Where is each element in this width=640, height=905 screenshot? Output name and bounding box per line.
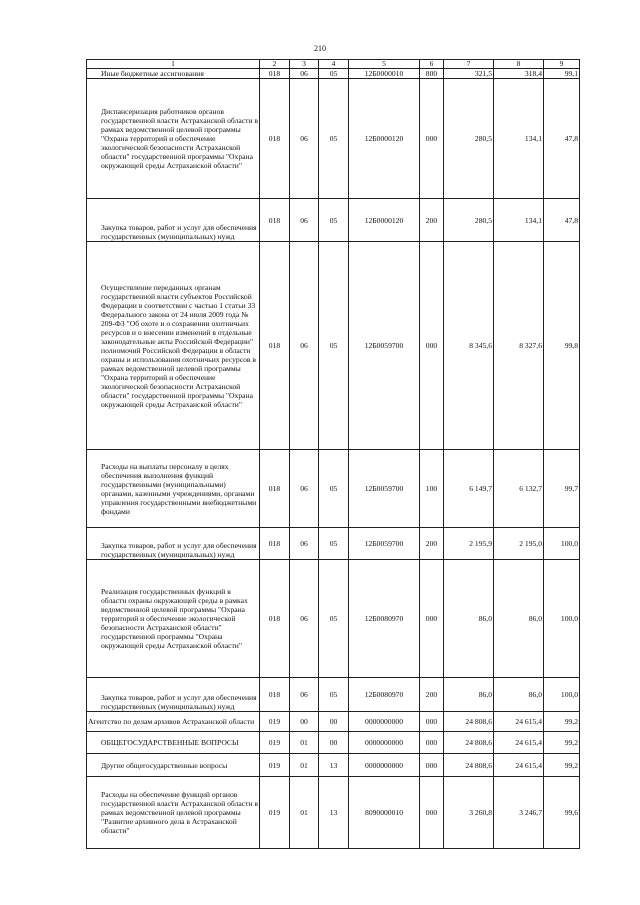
table-row: [87, 199, 580, 242]
row-name: Диспансеризация работников органов государственной власти Астраханской области в рамках ведомственной целевой программы "Охрана территорий и обеспечение экологической безопасности Астраханской области" государственной программы "Охрана окружающей среды Астраханской области": [87, 79, 260, 199]
execution-percent: 99,8: [544, 242, 580, 450]
subsection-code: 05: [319, 69, 349, 79]
column-number: 2: [260, 60, 290, 69]
subsection-code: 05: [319, 199, 349, 242]
table-row: [87, 754, 580, 777]
target-code: 12Б0080970: [349, 560, 420, 678]
admin-code: 019: [260, 754, 290, 777]
row-name: Закупка товаров, работ и услуг для обеспечения государственных (муниципальных) нужд: [87, 199, 260, 242]
section-code: 06: [290, 79, 319, 199]
actual-amount: 6 132,7: [494, 450, 544, 528]
table-row: [87, 242, 580, 450]
row-name: Расходы на выплаты персоналу в целях обеспечения выполнения функций государственными (муниципальными) органами, казенными учреждениями, органами управления государственными внебюджетными фондами: [87, 450, 260, 528]
plan-amount: 86,0: [444, 560, 494, 678]
column-number: 8: [494, 60, 544, 69]
actual-amount: 3 246,7: [494, 777, 544, 849]
section-code: 06: [290, 450, 319, 528]
table-row: [87, 777, 580, 849]
row-name: Закупка товаров, работ и услуг для обеспечения государственных (муниципальных) нужд: [87, 678, 260, 712]
expense-type-code: 800: [420, 69, 444, 79]
plan-amount: 24 808,6: [444, 712, 494, 732]
table-row: [87, 79, 580, 199]
admin-code: 018: [260, 528, 290, 560]
execution-percent: 100,0: [544, 528, 580, 560]
table-row: [87, 450, 580, 528]
target-code: 12Б0059700: [349, 242, 420, 450]
target-code: 12Б0000010: [349, 69, 420, 79]
plan-amount: 8 345,6: [444, 242, 494, 450]
target-code: 12Б0000120: [349, 79, 420, 199]
expense-type-code: 000: [420, 754, 444, 777]
subsection-code: 05: [319, 678, 349, 712]
admin-code: 018: [260, 560, 290, 678]
row-name: ОБЩЕГОСУДАРСТВЕННЫЕ ВОПРОСЫ: [87, 732, 260, 754]
actual-amount: 86,0: [494, 560, 544, 678]
expense-type-code: 000: [420, 777, 444, 849]
row-name: Осуществление переданных органам государственной власти субъектов Российской Федерации в соответствии с частью 1 статьи 33 Федерального закона от 24 июля 2009 года № 209-ФЗ "Об охоте и о сохранении охотничьих ресурсов и о внесении изменений в отдельные законодательные акты Российской Федерации" полномочий Российской Федерации в области охраны и использования охотничьих ресурсов в рамках ведомственной целевой программы "Охрана территорий и обеспечение экологической безопасности Астраханской области" государственной программы "Охрана окружающей среды Астраханской области": [87, 242, 260, 450]
subsection-code: 13: [319, 754, 349, 777]
expense-type-code: 100: [420, 450, 444, 528]
target-code: 12Б0000120: [349, 199, 420, 242]
plan-amount: 6 149,7: [444, 450, 494, 528]
plan-amount: 24 808,6: [444, 754, 494, 777]
column-number: 5: [349, 60, 420, 69]
column-number: 3: [290, 60, 319, 69]
execution-percent: 100,0: [544, 678, 580, 712]
subsection-code: 05: [319, 560, 349, 678]
budget-table: [86, 59, 580, 849]
table-row: [87, 528, 580, 560]
section-code: 06: [290, 528, 319, 560]
expense-type-code: 000: [420, 242, 444, 450]
execution-percent: 100,0: [544, 560, 580, 678]
table-row: [87, 732, 580, 754]
section-code: 00: [290, 712, 319, 732]
subsection-code: 13: [319, 777, 349, 849]
section-code: 01: [290, 777, 319, 849]
execution-percent: 47,8: [544, 199, 580, 242]
subsection-code: 05: [319, 79, 349, 199]
page-number: 210: [314, 44, 326, 53]
admin-code: 019: [260, 732, 290, 754]
subsection-code: 05: [319, 450, 349, 528]
execution-percent: 99,2: [544, 712, 580, 732]
plan-amount: 24 808,6: [444, 732, 494, 754]
target-code: 8090000010: [349, 777, 420, 849]
expense-type-code: 000: [420, 560, 444, 678]
execution-percent: 99,2: [544, 732, 580, 754]
subsection-code: 00: [319, 732, 349, 754]
target-code: 0000000000: [349, 712, 420, 732]
admin-code: 019: [260, 777, 290, 849]
section-code: 06: [290, 69, 319, 79]
table-row: [87, 560, 580, 678]
row-name: Иные бюджетные ассигнования: [87, 69, 260, 79]
expense-type-code: 200: [420, 678, 444, 712]
row-name: Другие общегосударственные вопросы: [87, 754, 260, 777]
column-number-row: [87, 60, 580, 69]
admin-code: 018: [260, 69, 290, 79]
column-number: 9: [544, 60, 580, 69]
expense-type-code: 000: [420, 732, 444, 754]
target-code: 0000000000: [349, 732, 420, 754]
section-code: 01: [290, 754, 319, 777]
admin-code: 019: [260, 712, 290, 732]
admin-code: 018: [260, 199, 290, 242]
plan-amount: 321,5: [444, 69, 494, 79]
plan-amount: 3 260,8: [444, 777, 494, 849]
admin-code: 018: [260, 678, 290, 712]
subsection-code: 00: [319, 712, 349, 732]
actual-amount: 318,4: [494, 69, 544, 79]
actual-amount: 134,1: [494, 79, 544, 199]
actual-amount: 24 615,4: [494, 712, 544, 732]
section-code: 06: [290, 199, 319, 242]
row-name: Агентство по делам архивов Астраханской области: [87, 712, 260, 732]
column-number: 4: [319, 60, 349, 69]
actual-amount: 2 195,0: [494, 528, 544, 560]
column-number: 1: [87, 60, 260, 69]
target-code: 12Б0059700: [349, 450, 420, 528]
execution-percent: 47,8: [544, 79, 580, 199]
column-number: 6: [420, 60, 444, 69]
row-name: Закупка товаров, работ и услуг для обеспечения государственных (муниципальных) нужд: [87, 528, 260, 560]
admin-code: 018: [260, 79, 290, 199]
table-row: [87, 69, 580, 79]
execution-percent: 99,6: [544, 777, 580, 849]
section-code: 06: [290, 678, 319, 712]
section-code: 01: [290, 732, 319, 754]
column-number: 7: [444, 60, 494, 69]
plan-amount: 2 195,9: [444, 528, 494, 560]
plan-amount: 86,0: [444, 678, 494, 712]
expense-type-code: 000: [420, 79, 444, 199]
subsection-code: 05: [319, 528, 349, 560]
target-code: 12Б0080970: [349, 678, 420, 712]
execution-percent: 99,2: [544, 754, 580, 777]
plan-amount: 280,5: [444, 199, 494, 242]
expense-type-code: 000: [420, 712, 444, 732]
actual-amount: 24 615,4: [494, 754, 544, 777]
table-row: [87, 678, 580, 712]
actual-amount: 86,0: [494, 678, 544, 712]
row-name: Расходы на обеспечение функций органов государственной власти Астраханской области в рамках ведомственной целевой программы "Развитие архивного дела в Астраханской области": [87, 777, 260, 849]
subsection-code: 05: [319, 242, 349, 450]
section-code: 06: [290, 560, 319, 678]
expense-type-code: 200: [420, 199, 444, 242]
admin-code: 018: [260, 450, 290, 528]
admin-code: 018: [260, 242, 290, 450]
execution-percent: 99,7: [544, 450, 580, 528]
section-code: 06: [290, 242, 319, 450]
target-code: 12Б0059700: [349, 528, 420, 560]
actual-amount: 24 615,4: [494, 732, 544, 754]
table-row: [87, 712, 580, 732]
actual-amount: 134,1: [494, 199, 544, 242]
actual-amount: 8 327,6: [494, 242, 544, 450]
row-name: Реализация государственных функций в области охраны окружающей среды в рамках ведомственной целевой программы "Охрана территорий и обеспечение экологической безопасности Астраханской области" государственной программы "Охрана окружающей среды Астраханской области": [87, 560, 260, 678]
target-code: 0000000000: [349, 754, 420, 777]
plan-amount: 280,5: [444, 79, 494, 199]
execution-percent: 99,1: [544, 69, 580, 79]
expense-type-code: 200: [420, 528, 444, 560]
